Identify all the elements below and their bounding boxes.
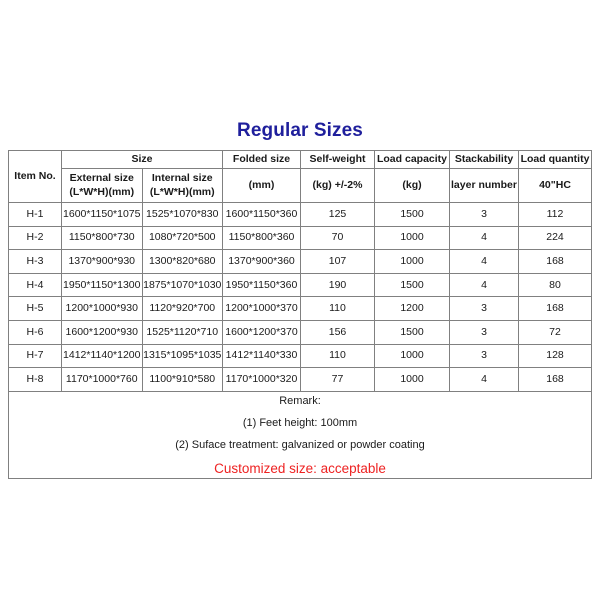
row-cell-item-no: H-3 [9, 250, 62, 274]
row-cell-stackability: 3 [450, 320, 519, 344]
row-cell-self-weight: 125 [301, 203, 375, 227]
remark-row [9, 391, 592, 478]
row-cell-self-weight: 77 [301, 368, 375, 392]
column-subheader-self-weight-unit: (kg) +/-2% [301, 169, 375, 203]
row-cell-stackability: 4 [450, 250, 519, 274]
column-header-self-weight: Self-weight [301, 151, 375, 169]
table-row [9, 344, 592, 368]
column-subheader-load-capacity-unit: (kg) [375, 169, 450, 203]
row-cell-folded-size: 1950*1150*360 [223, 273, 301, 297]
table-row [9, 368, 592, 392]
remark-note-2: (2) Suface treatment: galvanized or powder coating [175, 438, 425, 451]
row-cell-self-weight: 110 [301, 344, 375, 368]
row-cell-load-quantity: 168 [519, 368, 592, 392]
row-cell-item-no: H-5 [9, 297, 62, 321]
row-cell-self-weight: 107 [301, 250, 375, 274]
row-cell-item-no: H-1 [9, 203, 62, 227]
row-cell-internal-size: 1525*1120*710 [142, 320, 223, 344]
table-row [9, 320, 592, 344]
row-cell-folded-size: 1412*1140*330 [223, 344, 301, 368]
row-cell-item-no: H-6 [9, 320, 62, 344]
row-cell-load-capacity: 1000 [375, 250, 450, 274]
row-cell-external-size: 1600*1150*1075 [62, 203, 143, 227]
remark-heading: Remark: [279, 394, 321, 407]
row-cell-load-capacity: 1500 [375, 203, 450, 227]
row-cell-load-capacity: 1500 [375, 273, 450, 297]
table-header-row-top [9, 151, 592, 169]
row-cell-stackability: 4 [450, 226, 519, 250]
column-header-load-quantity: Load quantity [519, 151, 592, 169]
row-cell-stackability: 3 [450, 297, 519, 321]
remark-block [9, 391, 592, 478]
row-cell-external-size: 1600*1200*930 [62, 320, 143, 344]
column-subheader-stackability-unit: layer number [450, 169, 519, 203]
row-cell-external-size: 1170*1000*760 [62, 368, 143, 392]
table-row [9, 226, 592, 250]
row-cell-item-no: H-2 [9, 226, 62, 250]
external-size-label-line2: (L*W*H)(mm) [69, 185, 135, 198]
table-body [9, 203, 592, 392]
row-cell-load-quantity: 72 [519, 320, 592, 344]
row-cell-internal-size: 1875*1070*1030 [142, 273, 223, 297]
row-cell-internal-size: 1120*920*700 [142, 297, 223, 321]
row-cell-load-quantity: 80 [519, 273, 592, 297]
row-cell-item-no: H-8 [9, 368, 62, 392]
page-title: Regular Sizes [237, 120, 363, 141]
row-cell-folded-size: 1600*1200*370 [223, 320, 301, 344]
row-cell-folded-size: 1200*1000*370 [223, 297, 301, 321]
column-header-stackability: Stackability [450, 151, 519, 169]
specification-table [8, 150, 592, 479]
remark-customized-size: Customized size: acceptable [214, 460, 386, 476]
row-cell-internal-size: 1080*720*500 [142, 226, 223, 250]
row-cell-internal-size: 1315*1095*1035 [142, 344, 223, 368]
row-cell-self-weight: 110 [301, 297, 375, 321]
row-cell-stackability: 4 [450, 368, 519, 392]
internal-size-label-line1: Internal size [151, 172, 213, 185]
column-header-load-capacity: Load capacity [375, 151, 450, 169]
column-subheader-load-quantity-unit: 40"HC [519, 169, 592, 203]
table-header-row-sub [9, 169, 592, 203]
table-header [9, 151, 592, 203]
specification-table-container [8, 150, 592, 479]
table-row [9, 203, 592, 227]
column-header-folded-size: Folded size [223, 151, 301, 169]
row-cell-stackability: 3 [450, 203, 519, 227]
row-cell-stackability: 3 [450, 344, 519, 368]
row-cell-self-weight: 190 [301, 273, 375, 297]
row-cell-external-size: 1150*800*730 [62, 226, 143, 250]
row-cell-folded-size: 1150*800*360 [223, 226, 301, 250]
external-size-label-line1: External size [69, 172, 134, 185]
row-cell-internal-size: 1525*1070*830 [142, 203, 223, 227]
column-header-size-group: Size [62, 151, 223, 169]
row-cell-load-capacity: 1500 [375, 320, 450, 344]
table-row [9, 273, 592, 297]
row-cell-folded-size: 1370*900*360 [223, 250, 301, 274]
row-cell-internal-size: 1300*820*680 [142, 250, 223, 274]
row-cell-load-quantity: 224 [519, 226, 592, 250]
table-row [9, 297, 592, 321]
row-cell-external-size: 1412*1140*1200 [62, 344, 143, 368]
row-cell-internal-size: 1100*910*580 [142, 368, 223, 392]
table-footer [9, 391, 592, 478]
row-cell-external-size: 1200*1000*930 [62, 297, 143, 321]
column-subheader-external-size [62, 169, 143, 203]
row-cell-load-quantity: 112 [519, 203, 592, 227]
column-subheader-internal-size [142, 169, 223, 203]
row-cell-item-no: H-7 [9, 344, 62, 368]
row-cell-load-quantity: 128 [519, 344, 592, 368]
remark-note-1: (1) Feet height: 100mm [242, 416, 358, 429]
row-cell-folded-size: 1600*1150*360 [223, 203, 301, 227]
row-cell-item-no: H-4 [9, 273, 62, 297]
row-cell-load-quantity: 168 [519, 250, 592, 274]
row-cell-stackability: 4 [450, 273, 519, 297]
row-cell-load-capacity: 1000 [375, 226, 450, 250]
row-cell-external-size: 1950*1150*1300 [62, 273, 143, 297]
column-header-item-no: Item No. [9, 151, 62, 203]
row-cell-self-weight: 156 [301, 320, 375, 344]
row-cell-load-capacity: 1200 [375, 297, 450, 321]
column-subheader-folded-unit: (mm) [223, 169, 301, 203]
row-cell-load-capacity: 1000 [375, 368, 450, 392]
row-cell-load-capacity: 1000 [375, 344, 450, 368]
row-cell-folded-size: 1170*1000*320 [223, 368, 301, 392]
row-cell-external-size: 1370*900*930 [62, 250, 143, 274]
internal-size-label-line2: (L*W*H)(mm) [149, 185, 215, 198]
row-cell-load-quantity: 168 [519, 297, 592, 321]
table-row [9, 250, 592, 274]
row-cell-self-weight: 70 [301, 226, 375, 250]
